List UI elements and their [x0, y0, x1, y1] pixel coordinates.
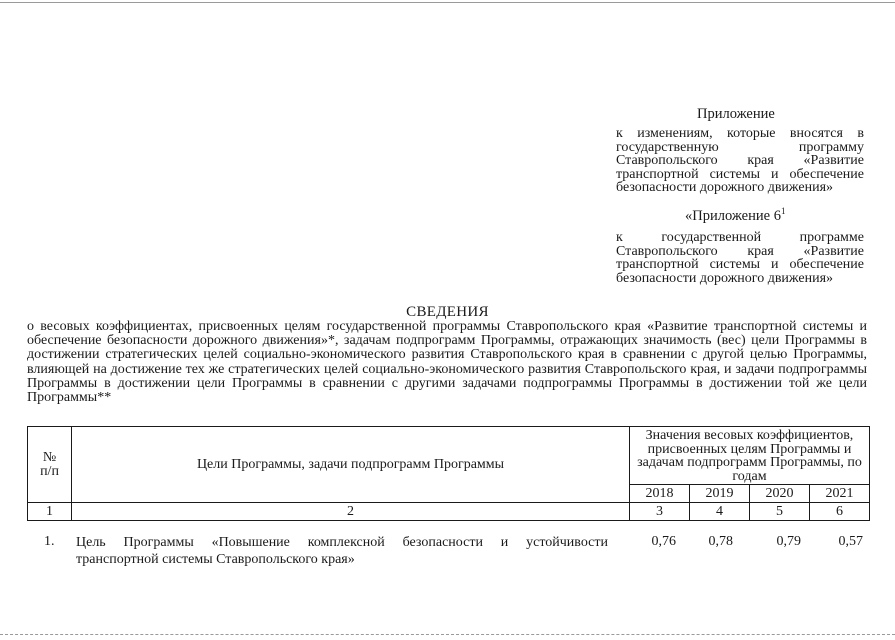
header-number-line1: № [42, 449, 57, 465]
year-cell: 2021 [810, 485, 870, 503]
year-cell: 2019 [690, 485, 750, 503]
page-bottom-edge [0, 634, 895, 635]
column-index-cell: 1 [28, 503, 72, 521]
header-number-line2: п/п [40, 463, 59, 479]
weights-table [27, 426, 870, 521]
appendix6-title-text: «Приложение 6 [685, 208, 781, 224]
page-top-edge [0, 2, 895, 3]
column-index-cell: 2 [72, 503, 630, 521]
header-number-cell [28, 427, 72, 503]
header-values-cell: Значения весовых коэффициентов, присвоенных целям Программы и задачам подпрограмм Программы, по годам [630, 427, 870, 485]
column-index-cell: 5 [750, 503, 810, 521]
appendix6-superscript: 1 [780, 206, 786, 216]
row-value-2018: 0,76 [651, 534, 676, 549]
year-cell: 2020 [750, 485, 810, 503]
row-value-2021: 0,57 [838, 534, 863, 549]
table-index-row [28, 503, 870, 521]
table-header-row [28, 427, 870, 485]
column-index-cell: 4 [690, 503, 750, 521]
appendix-text: к изменениям, которые вносятся в государственную программу Ставропольского края «Развитие транспортной системы и обеспечение безопасности дорожного движения» [616, 126, 864, 196]
year-cell: 2018 [630, 485, 690, 503]
document-subtitle: о весовых коэффициентах, присвоенных целям государственной программы Ставропольского края «Развитие транспортной системы и обеспечение безопасности дорожного движения»*, задачам подпрограмм Программы, отражающих значимость (вес) цели Программы в достижении стратегических целей социально-экономического развития Ставропольского края в сравнении с другой целью Программы, влияющей на достижение тех же стратегических целей социально-экономического развития Ставропольского края, и задачи подпрограммы Программы в достижении цели Программы в сравнении с другими задачами подпрограммы Программы в достижении той же цели Программы** [27, 319, 867, 406]
appendix6-title [685, 206, 785, 225]
appendix6-text: к государственной программе Ставропольского края «Развитие транспортной системы и обеспечение безопасности дорожного движения» [616, 230, 864, 286]
column-index-cell: 6 [810, 503, 870, 521]
row-goal-text: Цель Программы «Повышение комплексной безопасности и устойчивости транспортной системы Ставропольского края» [76, 535, 608, 567]
header-goals-cell: Цели Программы, задачи подпрограмм Программы [72, 427, 630, 503]
column-index-cell: 3 [630, 503, 690, 521]
document-title: СВЕДЕНИЯ [406, 304, 489, 320]
row-value-2019: 0,78 [708, 534, 733, 549]
row-number: 1. [44, 534, 55, 549]
appendix-title: Приложение [697, 106, 775, 122]
row-value-2020: 0,79 [776, 534, 801, 549]
